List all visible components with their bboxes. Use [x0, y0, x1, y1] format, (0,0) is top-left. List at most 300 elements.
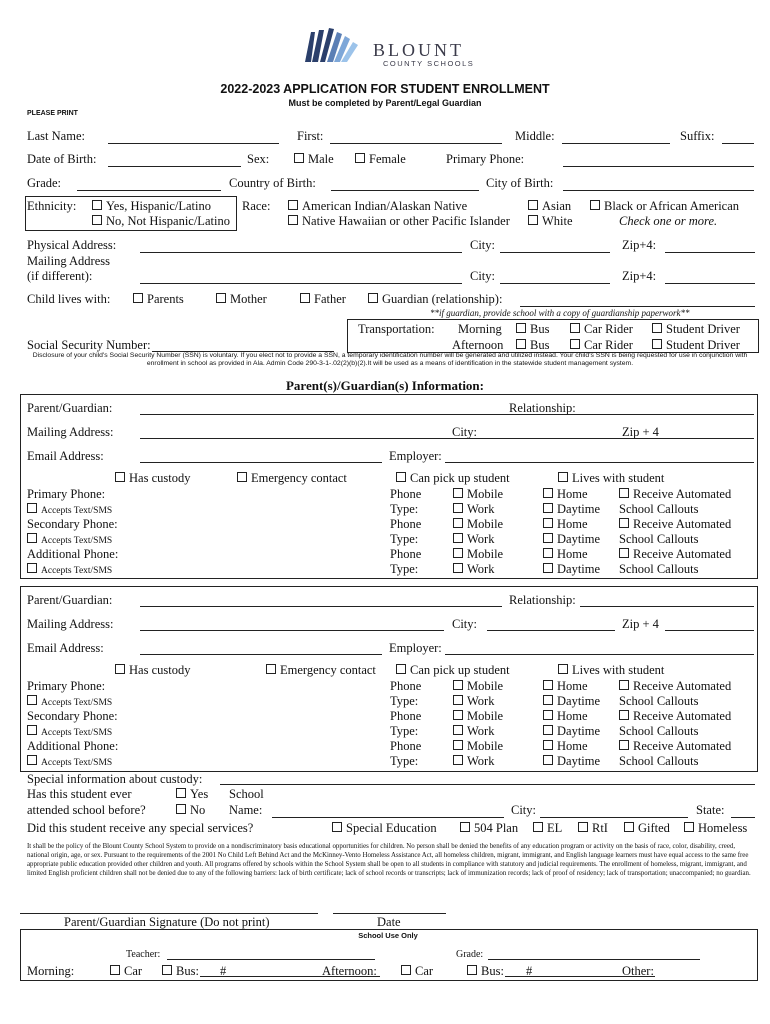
pg2-secondary-phone-type-label: Phone — [390, 709, 422, 723]
city-field[interactable] — [500, 252, 610, 253]
checkbox-icon — [288, 200, 298, 210]
afternoon-label-school: Afternoon: — [322, 964, 377, 978]
checkbox-icon — [216, 293, 226, 303]
checkbox-icon — [355, 153, 365, 163]
checkbox-icon — [619, 548, 629, 558]
pg2-employer-field[interactable] — [445, 654, 754, 655]
pg2-emergency-checkbox[interactable] — [266, 663, 376, 677]
checkbox-icon — [543, 548, 553, 558]
sex-male-checkbox[interactable] — [294, 152, 334, 166]
checkbox-icon — [115, 472, 125, 482]
pg2-primary-mobile-checkbox[interactable] — [453, 679, 503, 693]
grade-field[interactable] — [77, 190, 221, 191]
pg2-additional-callouts-checkbox[interactable] — [619, 739, 731, 753]
checkbox-icon — [27, 755, 37, 765]
pg1-secondary-type-label: Type: — [390, 532, 419, 546]
mailing-zip-label: Zip+4: — [622, 269, 657, 283]
pg2-primary-daytime-checkbox[interactable] — [543, 694, 600, 708]
school-name-field[interactable] — [272, 817, 504, 818]
pg2-city-label: City: — [452, 617, 478, 631]
homeless-checkbox[interactable] — [684, 821, 747, 835]
morning-label-school: Morning: — [27, 964, 75, 978]
receive-automated-label: Receive Automated — [633, 547, 732, 561]
pg1-primary-accepts-sms-checkbox[interactable] — [27, 503, 112, 517]
pg2-city-field[interactable] — [487, 630, 615, 631]
physical-address-field[interactable] — [140, 252, 462, 253]
pg2-primary-home-checkbox[interactable] — [543, 679, 588, 693]
race-asian-label: Asian — [542, 199, 572, 213]
rti-checkbox[interactable] — [578, 821, 608, 835]
morning-car-rider-checkbox[interactable] — [570, 322, 633, 336]
pg2-secondary-mobile-checkbox[interactable] — [453, 709, 503, 723]
pg2-secondary-callouts-checkbox[interactable] — [619, 709, 731, 723]
race-asian-checkbox[interactable] — [528, 199, 571, 213]
pg1-primary-callouts-checkbox[interactable] — [619, 487, 731, 501]
pg1-employer-label: Employer: — [389, 449, 442, 463]
checkbox-icon — [453, 725, 463, 735]
checkbox-icon — [453, 680, 463, 690]
plan504-label: 504 Plan — [474, 821, 519, 835]
morning-car-checkbox[interactable] — [110, 964, 142, 978]
checkbox-icon — [570, 323, 580, 333]
pg1-additional-work-checkbox[interactable] — [453, 562, 494, 576]
morning-student-driver-checkbox[interactable] — [652, 322, 740, 336]
checkbox-icon — [558, 472, 568, 482]
child-lives-with-label: Child lives with: — [27, 292, 111, 306]
morning-bus-checkbox[interactable] — [516, 322, 549, 336]
checkbox-icon — [396, 664, 406, 674]
checkbox-icon — [619, 488, 629, 498]
work-label: Work — [467, 754, 495, 768]
school-city-label: City: — [511, 803, 537, 817]
page-title: 2022-2023 APPLICATION FOR STUDENT ENROLLMENT — [220, 82, 550, 96]
pg2-email-field[interactable] — [140, 654, 382, 655]
ethnicity-yes-label: Yes, Hispanic/Latino — [106, 199, 211, 213]
mailing-city-field[interactable] — [500, 283, 610, 284]
last-name-label: Last Name: — [27, 129, 85, 143]
date-line[interactable] — [333, 913, 446, 914]
checkbox-icon — [176, 788, 186, 798]
checkbox-icon — [401, 965, 411, 975]
pg1-additional-callouts-label: School Callouts — [619, 562, 699, 576]
school-label: School — [229, 787, 264, 801]
mobile-label: Mobile — [467, 679, 504, 693]
checkbox-icon — [460, 822, 470, 832]
pg2-primary-accepts-sms-checkbox[interactable] — [27, 695, 112, 709]
pg1-additional-phone-type-label: Phone — [390, 547, 422, 561]
checkbox-icon — [590, 200, 600, 210]
car-rider-label: Car Rider — [584, 322, 633, 336]
has-custody-label: Has custody — [129, 471, 191, 485]
pg1-secondary-work-checkbox[interactable] — [453, 532, 494, 546]
checkbox-icon — [684, 822, 694, 832]
race-black-checkbox[interactable] — [590, 199, 739, 213]
checkbox-icon — [133, 293, 143, 303]
guardian-relationship-field[interactable] — [520, 306, 755, 307]
teacher-field[interactable] — [167, 959, 375, 960]
grade-label-school: Grade: — [456, 949, 484, 960]
pg1-emergency-checkbox[interactable] — [237, 471, 347, 485]
signature-label: Parent/Guardian Signature (Do not print) — [64, 915, 270, 929]
suffix-field[interactable] — [722, 143, 754, 144]
pg2-additional-home-checkbox[interactable] — [543, 739, 588, 753]
grade-field-school[interactable] — [488, 959, 700, 960]
pg2-zip-field[interactable] — [665, 630, 754, 631]
sex-label: Sex: — [247, 152, 270, 166]
checkbox-icon — [453, 755, 463, 765]
pg2-secondary-accepts-sms-checkbox[interactable] — [27, 725, 112, 739]
pg2-additional-phone-label: Additional Phone: — [27, 739, 119, 753]
gifted-label: Gifted — [638, 821, 670, 835]
checkbox-icon — [543, 503, 553, 513]
sped-label: Special Education — [346, 821, 437, 835]
pg1-secondary-accepts-sms-checkbox[interactable] — [27, 533, 112, 547]
pg1-zip-label: Zip + 4 — [622, 425, 659, 439]
last-name-field[interactable] — [108, 143, 279, 144]
checkbox-icon — [27, 503, 37, 513]
pg1-has-custody-checkbox[interactable] — [115, 471, 190, 485]
pg1-mailing-field[interactable] — [140, 438, 754, 439]
ethnicity-label: Ethnicity: — [27, 199, 77, 213]
checkbox-icon — [543, 533, 553, 543]
checkbox-icon — [162, 965, 172, 975]
pg2-secondary-home-checkbox[interactable] — [543, 709, 588, 723]
el-label: EL — [547, 821, 563, 835]
special-services-label: Did this student receive any special services? — [27, 821, 254, 835]
checkbox-icon — [453, 695, 463, 705]
city-of-birth-field[interactable] — [563, 190, 754, 191]
has-custody-label: Has custody — [129, 663, 191, 677]
pg1-additional-daytime-checkbox[interactable] — [543, 562, 600, 576]
pg2-primary-callouts-checkbox[interactable] — [619, 679, 731, 693]
bus-label: Bus — [530, 338, 550, 352]
pg2-additional-work-checkbox[interactable] — [453, 754, 494, 768]
pg2-additional-mobile-checkbox[interactable] — [453, 739, 503, 753]
checkbox-icon — [110, 965, 120, 975]
receive-automated-label: Receive Automated — [633, 517, 732, 531]
pg1-primary-daytime-checkbox[interactable] — [543, 502, 600, 516]
middle-name-label: Middle: — [515, 129, 555, 143]
pg1-parent-label: Parent/Guardian: — [27, 401, 113, 415]
race-aian-checkbox[interactable] — [288, 199, 467, 213]
country-of-birth-field[interactable] — [331, 190, 479, 191]
daytime-label: Daytime — [557, 754, 601, 768]
morning-bus-number-label: # — [220, 964, 227, 978]
checkbox-icon — [453, 518, 463, 528]
pg2-mailing-label: Mailing Address: — [27, 617, 114, 631]
sex-female-checkbox[interactable] — [355, 152, 406, 166]
pg2-pickup-checkbox[interactable] — [396, 663, 510, 677]
nondiscrimination-policy: It shall be the policy of the Blount County School System to provide on a nondiscriminatory basis educational opportunities for children. No person shall be denied the benefits of any education program or activity on the basis of race, color, disability, creed, national origin, age, or sex. Pursuant to the requirements of the 2001 No Child Left Behind Act and the McKinney-Vento Homeless Assistance Act, all homeless children, migrant, immigrant, and English language learners must have equal access to the same free appropriate public education provided other children and youth. All programs offered by schools within the School System shall be open to all students in compliance with statutory and judicial requirements. The enrollment of homeless, migrant, immigrant, and limited English proficient children shall not be denied due to any of the following barriers: lack of birth certificate; lack of school records or transcripts; lack of immunization records; lack of proof of residency; lack of transportation; unaccompanied; no guardian. — [27, 843, 751, 877]
checkbox-icon — [578, 822, 588, 832]
pg2-primary-callouts-label: School Callouts — [619, 694, 699, 708]
school-state-label: State: — [696, 803, 725, 817]
home-label: Home — [557, 517, 588, 531]
pg1-parent-field[interactable] — [140, 414, 754, 415]
pg1-additional-accepts-sms-checkbox[interactable] — [27, 563, 112, 577]
pg2-primary-work-checkbox[interactable] — [453, 694, 494, 708]
pg1-email-field[interactable] — [140, 462, 382, 463]
mother-label: Mother — [230, 292, 267, 306]
pg2-additional-daytime-checkbox[interactable] — [543, 754, 600, 768]
race-white-label: White — [542, 214, 573, 228]
el-checkbox[interactable] — [533, 821, 562, 835]
pg2-email-label: Email Address: — [27, 641, 104, 655]
zip-label: Zip+4: — [622, 238, 657, 252]
car-rider-label: Car Rider — [584, 338, 633, 352]
teacher-label: Teacher: — [126, 949, 161, 960]
sped-checkbox[interactable] — [332, 821, 437, 835]
checkbox-icon — [453, 533, 463, 543]
home-label: Home — [557, 709, 588, 723]
attended-yes-checkbox[interactable] — [176, 787, 208, 801]
pg1-additional-home-checkbox[interactable] — [543, 547, 588, 561]
pg2-additional-phone-type-label: Phone — [390, 739, 422, 753]
middle-name-field[interactable] — [562, 143, 670, 144]
pg1-additional-callouts-checkbox[interactable] — [619, 547, 731, 561]
checkbox-icon — [516, 339, 526, 349]
pg2-zip-label: Zip + 4 — [622, 617, 659, 631]
checkbox-icon — [652, 323, 662, 333]
work-label: Work — [467, 532, 495, 546]
accepts-sms-label: Accepts Text/SMS — [41, 758, 113, 768]
pg1-secondary-daytime-checkbox[interactable] — [543, 532, 600, 546]
ssn-disclosure: Disclosure of your child's Social Security Number (SSN) is voluntary. If you elect not to provide a SSN, a temporary identification number will be generated and utilized instead. Your child's SSN is being requested for use in conjunction with enrollment in school as provided in Ala. Admin Code 290-3-1-.02(2)(b)(2).It will be used as a means of identification in the statewide student management system. — [32, 352, 748, 368]
special-custody-label: Special information about custody: — [27, 772, 203, 786]
emergency-label: Emergency contact — [280, 663, 376, 677]
mailing-address-label: Mailing Address — [27, 254, 110, 268]
car-label: Car — [124, 964, 143, 978]
checkbox-icon — [624, 822, 634, 832]
afternoon-bus-number-label: # — [526, 964, 533, 978]
ethnicity-no-label: No, Not Hispanic/Latino — [106, 214, 230, 228]
dob-field[interactable] — [108, 166, 241, 167]
checkbox-icon — [237, 472, 247, 482]
school-city-field[interactable] — [540, 817, 688, 818]
pg2-secondary-work-checkbox[interactable] — [453, 724, 494, 738]
transportation-label: Transportation: — [358, 322, 435, 336]
first-name-label: First: — [297, 129, 324, 143]
afternoon-bus-checkbox[interactable] — [516, 338, 549, 352]
mailing-zip-field[interactable] — [665, 283, 755, 284]
pg2-secondary-phone-label: Secondary Phone: — [27, 709, 118, 723]
rti-label: RtI — [592, 821, 608, 835]
pg2-secondary-callouts-label: School Callouts — [619, 724, 699, 738]
checkbox-icon — [543, 755, 553, 765]
work-label: Work — [467, 562, 495, 576]
checkbox-icon — [619, 518, 629, 528]
daytime-label: Daytime — [557, 724, 601, 738]
bus-label: Bus: — [176, 964, 199, 978]
pg2-additional-type-label: Type: — [390, 754, 419, 768]
checkbox-icon — [453, 488, 463, 498]
plan504-checkbox[interactable] — [460, 821, 518, 835]
ethnicity-yes-checkbox[interactable] — [92, 199, 211, 213]
afternoon-bus-checkbox-school[interactable] — [467, 964, 504, 978]
can-pick-up-label: Can pick up student — [410, 663, 510, 677]
pg1-primary-phone-label: Primary Phone: — [27, 487, 106, 501]
checkbox-icon — [619, 710, 629, 720]
afternoon-car-rider-checkbox[interactable] — [570, 338, 633, 352]
afternoon-car-checkbox[interactable] — [401, 964, 433, 978]
date-label: Date — [377, 915, 401, 929]
attended-before-label-2: attended school before? — [27, 803, 146, 817]
pg1-secondary-phone-label: Secondary Phone: — [27, 517, 118, 531]
race-label: Race: — [242, 199, 271, 213]
mailing-address-field[interactable] — [140, 283, 462, 284]
daytime-label: Daytime — [557, 532, 601, 546]
morning-bus-checkbox-school[interactable] — [162, 964, 199, 978]
lives-parents-checkbox[interactable] — [133, 292, 184, 306]
checkbox-icon — [332, 822, 342, 832]
yes-label: Yes — [190, 787, 209, 801]
pg2-parent-field[interactable] — [140, 606, 502, 607]
checkbox-icon — [543, 695, 553, 705]
lives-father-checkbox[interactable] — [300, 292, 346, 306]
logo-sub: COUNTY SCHOOLS — [383, 59, 475, 68]
special-custody-field[interactable] — [220, 784, 755, 785]
mobile-label: Mobile — [467, 547, 504, 561]
pg1-lives-with-checkbox[interactable] — [558, 471, 664, 485]
daytime-label: Daytime — [557, 502, 601, 516]
bus-label: Bus: — [481, 964, 504, 978]
checkbox-icon — [619, 740, 629, 750]
lives-mother-checkbox[interactable] — [216, 292, 267, 306]
checkbox-icon — [115, 664, 125, 674]
pg2-relationship-field[interactable] — [580, 606, 754, 607]
pg2-additional-accepts-sms-checkbox[interactable] — [27, 755, 112, 769]
checkbox-icon — [528, 215, 538, 225]
pg1-secondary-callouts-label: School Callouts — [619, 532, 699, 546]
pg2-employer-label: Employer: — [389, 641, 442, 655]
pg1-mailing-label: Mailing Address: — [27, 425, 114, 439]
pg1-primary-home-checkbox[interactable] — [543, 487, 588, 501]
checkbox-icon — [92, 200, 102, 210]
gifted-checkbox[interactable] — [624, 821, 670, 835]
pg1-secondary-callouts-checkbox[interactable] — [619, 517, 731, 531]
afternoon-label: Afternoon — [452, 338, 504, 352]
checkbox-icon — [27, 533, 37, 543]
grade-label: Grade: — [27, 176, 62, 190]
checkbox-icon — [396, 472, 406, 482]
pg1-pickup-checkbox[interactable] — [396, 471, 510, 485]
pg2-secondary-daytime-checkbox[interactable] — [543, 724, 600, 738]
checkbox-icon — [453, 548, 463, 558]
checkbox-icon — [368, 293, 378, 303]
race-note: Check one or more. — [619, 214, 718, 228]
morning-label: Morning — [458, 322, 502, 336]
pg2-additional-callouts-label: School Callouts — [619, 754, 699, 768]
pg1-additional-mobile-checkbox[interactable] — [453, 547, 503, 561]
pg1-secondary-mobile-checkbox[interactable] — [453, 517, 503, 531]
first-name-field[interactable] — [330, 143, 502, 144]
accepts-sms-label: Accepts Text/SMS — [41, 506, 113, 516]
accepts-sms-label: Accepts Text/SMS — [41, 698, 113, 708]
logo — [303, 26, 473, 70]
receive-automated-label: Receive Automated — [633, 739, 732, 753]
physical-address-label: Physical Address: — [27, 238, 117, 252]
race-nhpi-label: Native Hawaiian or other Pacific Islander — [302, 214, 510, 228]
lives-with-label: Lives with student — [572, 471, 665, 485]
checkbox-icon — [27, 563, 37, 573]
pg2-relationship-label: Relationship: — [509, 593, 576, 607]
checkbox-icon — [619, 680, 629, 690]
pg1-primary-work-checkbox[interactable] — [453, 502, 494, 516]
race-aian-label: American Indian/Alaskan Native — [302, 199, 468, 213]
attended-no-checkbox[interactable] — [176, 803, 205, 817]
pg1-employer-field[interactable] — [445, 462, 754, 463]
logo-name: BLOUNT — [373, 40, 464, 60]
checkbox-icon — [570, 339, 580, 349]
home-label: Home — [557, 679, 588, 693]
pg1-primary-phone-type-label: Phone — [390, 487, 422, 501]
pg1-additional-type-label: Type: — [390, 562, 419, 576]
mailing-city-label: City: — [470, 269, 496, 283]
pg2-primary-phone-type-label: Phone — [390, 679, 422, 693]
bus-label: Bus — [530, 322, 550, 336]
zip-field[interactable] — [665, 252, 755, 253]
receive-automated-label: Receive Automated — [633, 487, 732, 501]
receive-automated-label: Receive Automated — [633, 709, 732, 723]
pg2-secondary-type-label: Type: — [390, 724, 419, 738]
pg2-mailing-field[interactable] — [140, 630, 444, 631]
guardian-label: Guardian (relationship): — [382, 292, 503, 306]
female-label: Female — [369, 152, 406, 166]
checkbox-icon — [652, 339, 662, 349]
accepts-sms-label: Accepts Text/SMS — [41, 536, 113, 546]
pg1-secondary-home-checkbox[interactable] — [543, 517, 588, 531]
city-label: City: — [470, 238, 496, 252]
pg2-has-custody-checkbox[interactable] — [115, 663, 190, 677]
checkbox-icon — [453, 503, 463, 513]
pg1-secondary-phone-type-label: Phone — [390, 517, 422, 531]
race-nhpi-checkbox[interactable] — [288, 214, 510, 228]
ssn-label: Social Security Number: — [27, 338, 151, 352]
pg1-relationship-label: Relationship: — [509, 401, 576, 415]
pg2-lives-with-checkbox[interactable] — [558, 663, 664, 677]
school-name-label: Name: — [229, 803, 263, 817]
checkbox-icon — [294, 153, 304, 163]
pg1-city-label: City: — [452, 425, 478, 439]
home-label: Home — [557, 739, 588, 753]
receive-automated-label: Receive Automated — [633, 679, 732, 693]
pg1-primary-callouts-label: School Callouts — [619, 502, 699, 516]
checkbox-icon — [27, 695, 37, 705]
checkbox-icon — [543, 518, 553, 528]
checkbox-icon — [92, 215, 102, 225]
parents-label: Parents — [147, 292, 184, 306]
work-label: Work — [467, 502, 495, 516]
checkbox-icon — [288, 215, 298, 225]
primary-phone-field[interactable] — [563, 166, 754, 167]
checkbox-icon — [300, 293, 310, 303]
ethnicity-no-checkbox[interactable] — [92, 214, 230, 228]
signature-line[interactable] — [20, 913, 318, 914]
student-driver-label: Student Driver — [666, 338, 740, 352]
race-white-checkbox[interactable] — [528, 214, 573, 228]
pg1-primary-mobile-checkbox[interactable] — [453, 487, 503, 501]
checkbox-icon — [543, 563, 553, 573]
afternoon-student-driver-checkbox[interactable] — [652, 338, 740, 352]
pg2-primary-phone-label: Primary Phone: — [27, 679, 106, 693]
lives-with-label: Lives with student — [572, 663, 665, 677]
school-state-field[interactable] — [731, 817, 755, 818]
checkbox-icon — [533, 822, 543, 832]
checkbox-icon — [543, 740, 553, 750]
country-of-birth-label: Country of Birth: — [229, 176, 316, 190]
lives-guardian-checkbox[interactable] — [368, 292, 502, 306]
checkbox-icon — [453, 563, 463, 573]
